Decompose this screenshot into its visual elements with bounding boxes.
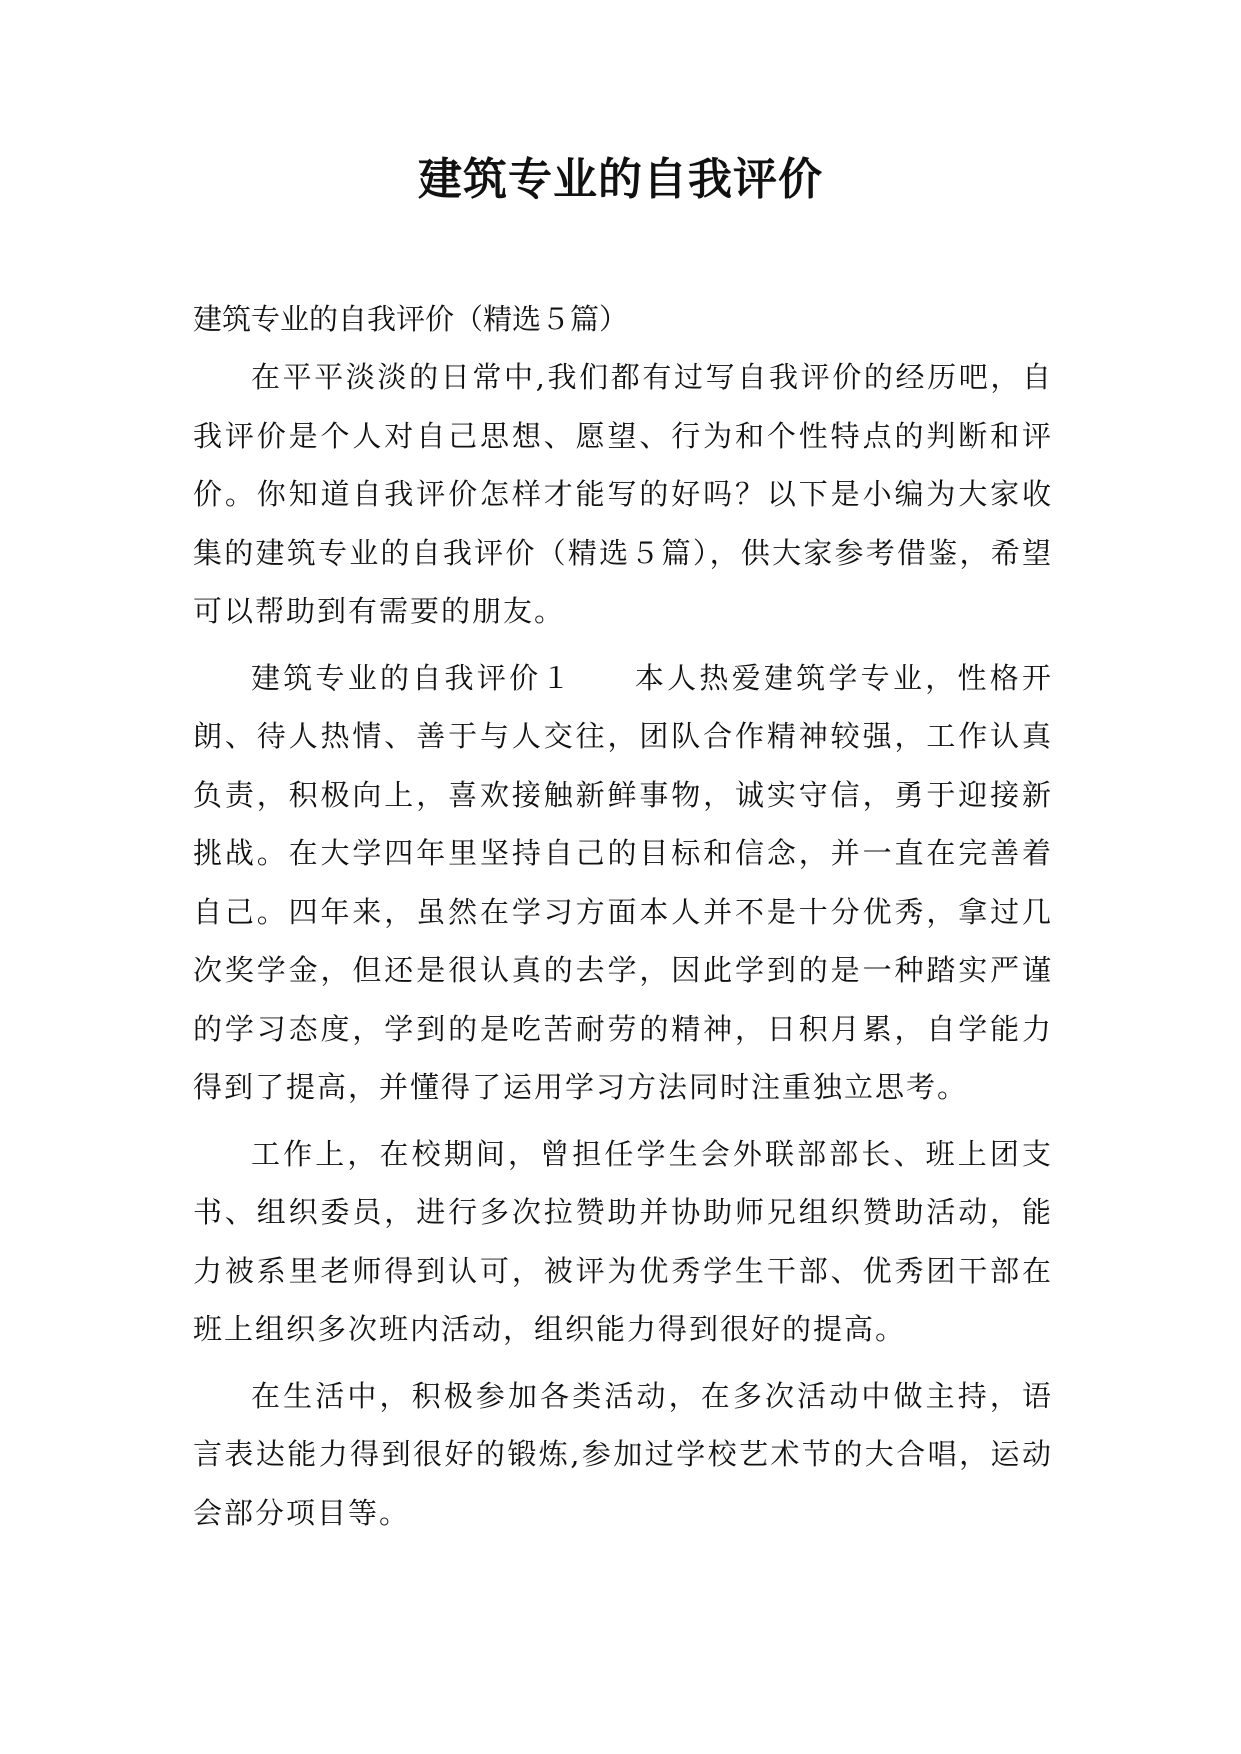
- document-title: 建筑专业的自我评价: [418, 154, 823, 205]
- section-1-paragraph: [193, 649, 1053, 1117]
- life-paragraph: 在生活中，积极参加各类活动，在多次活动中做主持，语言表达能力得到很好的锻炼,参加过学校艺术节的大合唱，运动会部分项目等。: [193, 1378, 1053, 1530]
- section-1-text: 本人热爱建筑学专业，性格开朗、待人热情、善于与人交往，团队合作精神较强，工作认真负责，积极向上，喜欢接触新鲜事物，诚实守信，勇于迎接新挑战。在大学四年里坚持自己的目标和信念，并一直在完善着自己。四年来，虽然在学习方面本人并不是十分优秀，拿过几次奖学金，但还是很认真的去学，因此学到的是一种踏实严谨的学习态度，学到的是吃苦耐劳的精神，日积月累，自学能力得到了提高，并懂得了运用学习方法同时注重独立思考。: [193, 660, 1053, 1104]
- document-subtitle: 建筑专业的自我评价（精选５篇）: [193, 302, 629, 336]
- document-body: [193, 290, 1053, 1542]
- work-paragraph: 工作上，在校期间，曾担任学生会外联部部长、班上团支书、组织委员，进行多次拉赞助并协助师兄组织赞助活动，能力被系里老师得到认可，被评为优秀学生干部、优秀团干部在班上组织多次班内活动，组织能力得到很好的提高。: [193, 1136, 1053, 1346]
- intro-paragraph: 在平平淡淡的日常中,我们都有过写自我评价的经历吧，自我评价是个人对自己思想、愿望、行为和个性特点的判断和评价。你知道自我评价怎样才能写的好吗？以下是小编为大家收集的建筑专业的自我评价（精选５篇），供大家参考借鉴，希望可以帮助到有需要的朋友。: [193, 360, 1053, 628]
- section-1-heading: 建筑专业的自我评价１: [251, 660, 574, 695]
